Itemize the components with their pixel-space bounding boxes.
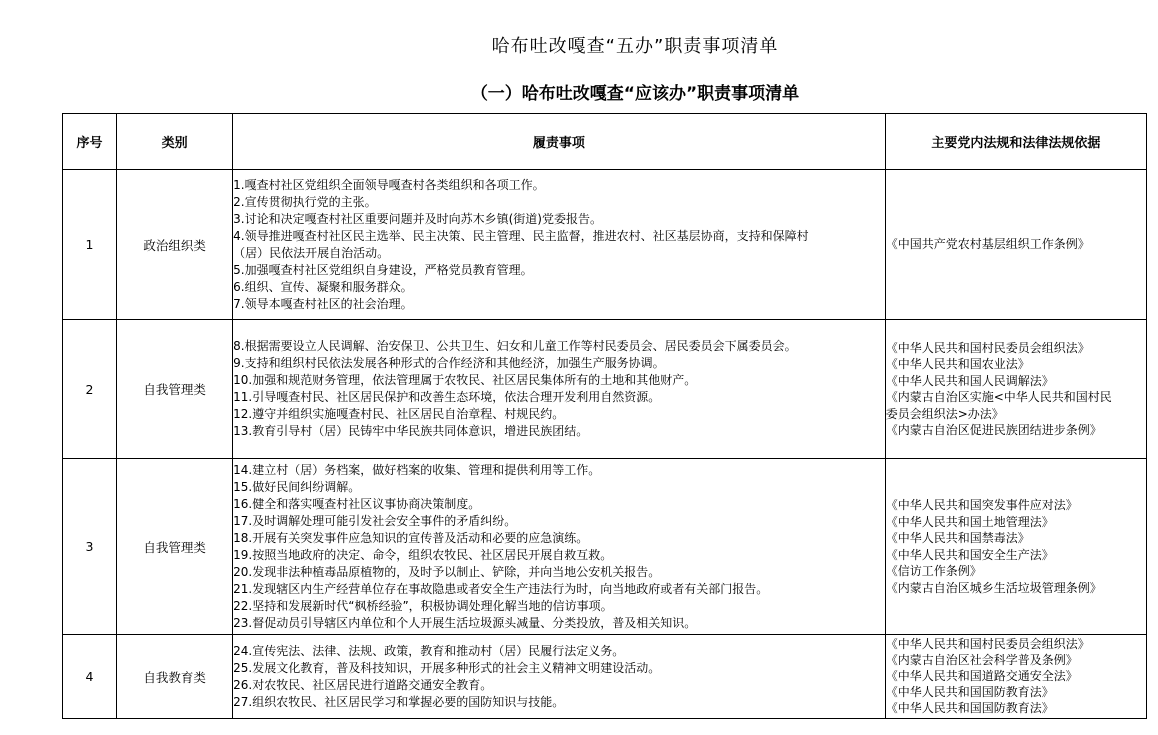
table-row [63, 170, 1147, 320]
header-legal-basis: 主要党内法规和法律法规依据 [885, 114, 1146, 170]
row-duties [233, 635, 886, 719]
table-row [63, 320, 1147, 459]
duty-item: 18.开展有关突发事件应急知识的宣传普及活动和必要的应急演练。 [233, 530, 589, 545]
law-item: 《中华人民共和国土地管理法》 [885, 514, 1054, 529]
row-number: 3 [63, 459, 117, 635]
row-legal-basis [885, 635, 1146, 719]
table-header-row [63, 114, 1147, 170]
law-item: 《中华人民共和国国防教育法》 [885, 701, 1054, 715]
duty-item: 9.支持和组织村民依法发展各种形式的合作经济和其他经济，加强生产服务协调。 [233, 356, 665, 370]
law-item: 《中华人民共和国突发事件应对法》 [885, 498, 1078, 512]
header-duties: 履责事项 [233, 114, 886, 170]
duty-item: 6.组织、宣传、凝聚和服务群众。 [233, 279, 413, 294]
header-category: 类别 [117, 114, 233, 170]
duty-item: 19.按照当地政府的决定、命令，组织农牧民、社区居民开展自救互救。 [233, 547, 613, 562]
duty-item: 17.及时调解处理可能引发社会安全事件的矛盾纠纷。 [233, 513, 517, 528]
duty-item: 12.遵守并组织实施嘎查村民、社区居民自治章程、村规民约。 [233, 407, 565, 421]
duty-item: 8.根据需要设立人民调解、治安保卫、公共卫生、妇女和儿童工作等村民委员会、居民委员会下属委员会。 [233, 339, 797, 353]
row-duties [233, 459, 886, 635]
law-item: 《内蒙古自治区实施<中华人民共和国村民 [885, 390, 1112, 404]
law-item: 《中华人民共和国农业法》 [885, 357, 1030, 371]
duty-item: 10.加强和规范财务管理，依法管理属于农牧民、社区居民集体所有的土地和其他财产。 [233, 373, 697, 387]
law-item: 《中华人民共和国安全生产法》 [885, 547, 1054, 562]
duty-item: 20.发现非法种植毒品原植物的，及时予以制止、铲除，并向当地公安机关报告。 [233, 564, 661, 579]
row-legal-basis [885, 320, 1146, 459]
duty-item: 1.嘎查村社区党组织全面领导嘎查村各类组织和各项工作。 [233, 177, 545, 192]
law-item: 《中华人民共和国人民调解法》 [885, 373, 1054, 388]
row-category: 自我管理类 [117, 459, 233, 635]
duty-item: 3.讨论和决定嘎查村社区重要问题并及时向苏木乡镇(街道)党委报告。 [233, 211, 602, 226]
duty-item: 2.宣传贯彻执行党的主张。 [233, 194, 377, 209]
section-subtitle: （一）哈布吐改嘎查“应该办”职责事项清单 [470, 84, 800, 104]
duty-item: 11.引导嘎查村民、社区居民保护和改善生态环境，依法合理开发利用自然资源。 [233, 390, 661, 404]
row-number: 2 [63, 320, 117, 459]
duty-item: 25.发展文化教育，普及科技知识，开展多种形式的社会主义精神文明建设活动。 [233, 660, 661, 675]
law-item: 《内蒙古自治区促进民族团结进步条例》 [885, 423, 1102, 437]
duty-item: 23.督促动员引导辖区内单位和个人开展生活垃圾源头减量、分类投放，普及相关知识。 [233, 615, 697, 630]
law-item: 委员会组织法>办法》 [885, 406, 1004, 421]
law-item: 《信访工作条例》 [885, 564, 982, 578]
duty-item: 26.对农牧民、社区居民进行道路交通安全教育。 [233, 677, 493, 692]
law-item: 《中国共产党农村基层组织工作条例》 [885, 237, 1090, 252]
row-category: 自我教育类 [117, 635, 233, 719]
duty-item: 21.发现辖区内生产经营单位存在事故隐患或者安全生产违法行为时，向当地政府或者有关部门报告。 [233, 581, 769, 596]
document-title: 哈布吐改嘎查“五办”职责事项清单 [491, 36, 779, 57]
row-legal-basis [885, 170, 1146, 320]
row-number: 4 [63, 635, 117, 719]
duty-item: 13.教育引导村（居）民铸牢中华民族共同体意识，增进民族团结。 [233, 424, 589, 438]
duty-list-table [62, 113, 1147, 719]
duty-item: 5.加强嘎查村社区党组织自身建设，严格党员教育管理。 [233, 262, 533, 277]
duty-item: 14.建立村（居）务档案，做好档案的收集、管理和提供利用等工作。 [233, 462, 601, 477]
duty-item: 24.宣传宪法、法律、法规、政策，教育和推动村（居）民履行法定义务。 [233, 643, 625, 658]
duty-item: 15.做好民间纠纷调解。 [233, 479, 361, 494]
duty-item: 22.坚持和发展新时代“枫桥经验”，积极协调处理化解当地的信访事项。 [233, 598, 613, 613]
row-number: 1 [63, 170, 117, 320]
duty-item: 4.领导推进嘎查村社区民主选举、民主决策、民主管理、民主监督，推进农村、社区基层协商，支持和保障村 [233, 228, 809, 243]
row-duties [233, 320, 886, 459]
table-row [63, 635, 1147, 719]
duty-item: 16.健全和落实嘎查村社区议事协商决策制度。 [233, 496, 481, 511]
row-duties [233, 170, 886, 320]
duty-item: （居）民依法开展自治活动。 [233, 245, 390, 260]
law-item: 《中华人民共和国国防教育法》 [885, 685, 1054, 699]
law-item: 《中华人民共和国道路交通安全法》 [885, 669, 1078, 683]
law-item: 《内蒙古自治区社会科学普及条例》 [885, 653, 1078, 667]
table-row [63, 459, 1147, 635]
law-item: 《中华人民共和国村民委员会组织法》 [885, 637, 1090, 651]
row-category: 自我管理类 [117, 320, 233, 459]
row-legal-basis [885, 459, 1146, 635]
duty-item: 27.组织农牧民、社区居民学习和掌握必要的国防知识与技能。 [233, 694, 565, 709]
law-item: 《中华人民共和国禁毒法》 [885, 531, 1030, 545]
duty-item: 7.领导本嘎查村社区的社会治理。 [233, 296, 413, 311]
law-item: 《中华人民共和国村民委员会组织法》 [885, 340, 1090, 355]
header-serial-number: 序号 [63, 114, 117, 170]
row-category: 政治组织类 [117, 170, 233, 320]
law-item: 《内蒙古自治区城乡生活垃圾管理条例》 [885, 580, 1102, 595]
